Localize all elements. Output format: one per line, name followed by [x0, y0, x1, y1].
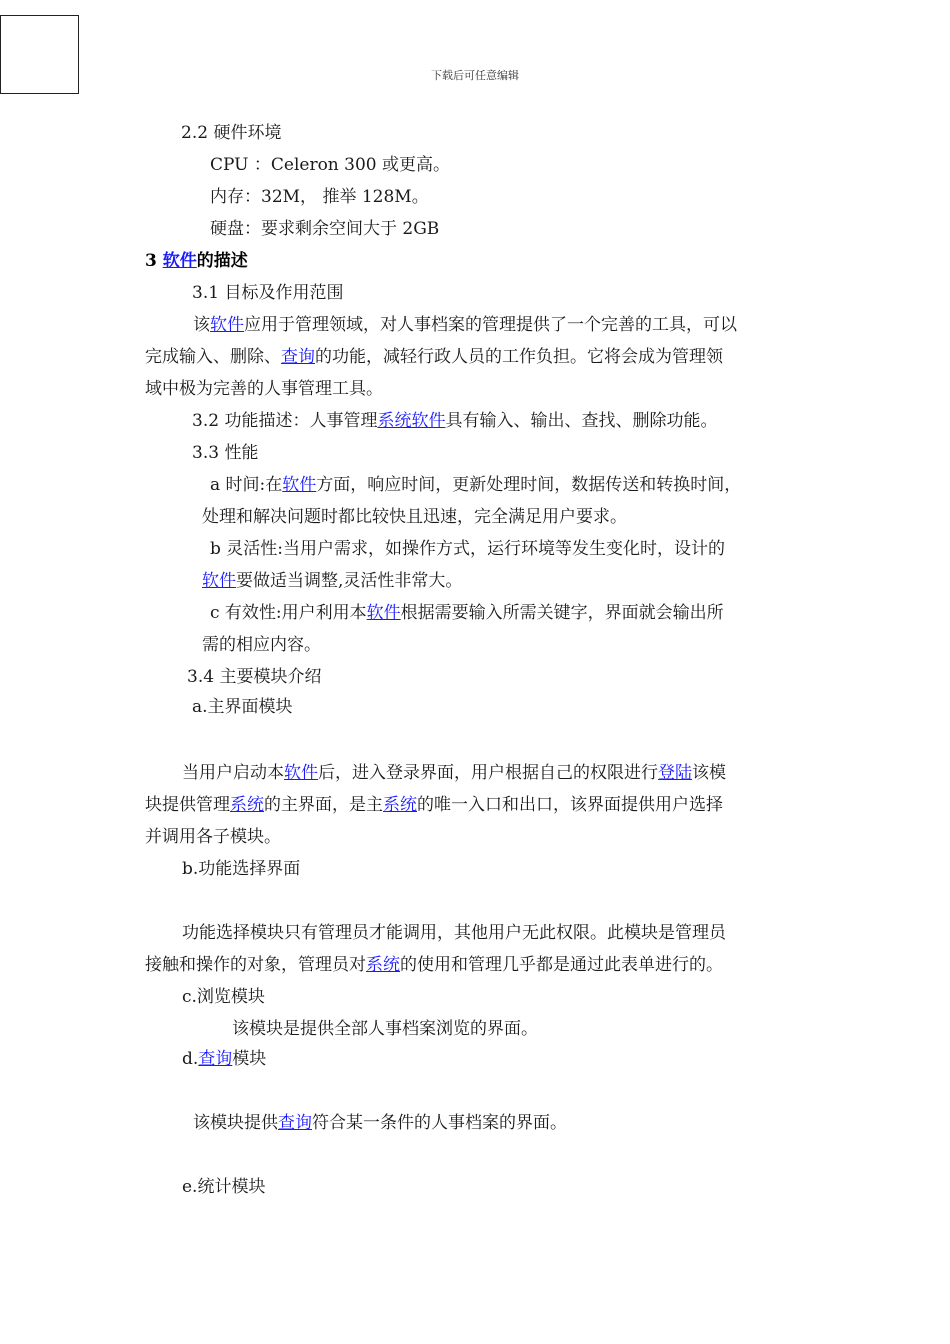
text-span: d.: [182, 1049, 199, 1069]
performance-b-line-2: [202, 570, 462, 592]
query-link[interactable]: 查询: [281, 347, 315, 367]
login-link[interactable]: 登陆: [658, 763, 692, 783]
text-span: 要做适当调整,灵活性非常大。: [236, 571, 463, 591]
section-3-4-heading: 3.4 主要模块介绍: [187, 667, 322, 687]
software-link[interactable]: 软件: [366, 603, 401, 623]
software-link[interactable]: 软件: [284, 763, 318, 783]
module-b-para-line-2: [145, 954, 723, 976]
software-link[interactable]: 软件: [282, 475, 317, 495]
module-c-heading: c.浏览模块: [182, 987, 265, 1007]
text-span: 的功能，减轻行政人员的工作负担。它将会成为管理领: [315, 347, 723, 367]
module-a-para-line-2: [145, 794, 723, 816]
text-span: 该模: [692, 763, 726, 783]
section-3-heading: [145, 250, 248, 272]
text-span: 3.2 功能描述：人事管理: [192, 411, 378, 431]
performance-a-line-2: 处理和解决问题时都比较快且迅速，完全满足用户要求。: [202, 507, 627, 527]
query-link[interactable]: 查询: [278, 1113, 312, 1133]
text-span: 块提供管理: [145, 795, 230, 815]
text-span: 的主界面，是主: [264, 795, 383, 815]
text-span: 当用户启动本: [182, 763, 284, 783]
software-link[interactable]: 软件: [162, 251, 197, 271]
module-a-para-line-3: 并调用各子模块。: [145, 827, 281, 847]
text-span: 该模块提供: [193, 1113, 278, 1133]
hardware-disk: 硬盘：要求剩余空间大于 2GB: [210, 219, 440, 239]
section-3-3-heading: 3.3 性能: [192, 443, 259, 463]
text-span: 具有输入、输出、查找、删除功能。: [445, 411, 718, 431]
section-3-1-para-line-3: 域中极为完善的人事管理工具。: [145, 379, 383, 399]
text-span: 接触和操作的对象，管理员对: [145, 955, 366, 975]
software-link[interactable]: 软件: [210, 315, 244, 335]
text-span: c 有效性:用户利用本: [210, 603, 367, 623]
section-3-1-para-line-1: [193, 314, 737, 336]
query-link[interactable]: 查询: [198, 1049, 233, 1069]
hardware-memory: 内存：32M， 推举 128M。: [210, 187, 429, 207]
header-note: 下载后可任意编辑: [431, 69, 519, 82]
performance-c-line-2: 需的相应内容。: [202, 635, 321, 655]
text-span: 方面，响应时间，更新处理时间，数据传送和转换时间，: [316, 475, 742, 495]
hardware-cpu: CPU ：Celeron 300 或更高。: [210, 155, 451, 175]
section-3-2-line: [192, 410, 717, 432]
section-3-1-heading: 3.1 目标及作用范围: [192, 283, 344, 303]
hardware-heading: 2.2 硬件环境: [181, 123, 282, 143]
text-span: 该: [193, 315, 210, 335]
performance-c-line-1: [210, 602, 724, 624]
text-span: 应用于管理领域，对人事档案的管理提供了一个完善的工具，可以: [244, 315, 737, 335]
text-span: 模块: [232, 1049, 267, 1069]
module-a-para-line-1: [182, 762, 726, 784]
text-span: 根据需要输入所需关键字，界面就会输出所: [400, 603, 724, 623]
section-3-title: 的描述: [196, 251, 248, 271]
system-link[interactable]: 系统: [230, 795, 264, 815]
module-a-heading: a.主界面模块: [192, 697, 293, 717]
section-3-number: 3: [145, 251, 163, 271]
module-b-para-line-1: 功能选择模块只有管理员才能调用，其他用户无此权限。此模块是管理员: [182, 923, 726, 943]
module-d-heading: [182, 1048, 266, 1070]
module-b-heading: b.功能选择界面: [182, 859, 301, 879]
performance-b-line-1: b 灵活性:当用户需求，如操作方式，运行环境等发生变化时，设计的: [210, 539, 726, 559]
software-link[interactable]: 软件: [202, 571, 236, 591]
module-c-para: 该模块是提供全部人事档案浏览的界面。: [232, 1019, 538, 1039]
system-link[interactable]: 系统: [366, 955, 400, 975]
system-link[interactable]: 系统: [383, 795, 417, 815]
text-span: 的使用和管理几乎都是通过此表单进行的。: [400, 955, 723, 975]
text-span: a 时间:在: [210, 475, 283, 495]
module-e-heading: e.统计模块: [182, 1177, 266, 1197]
text-span: 符合某一条件的人事档案的界面。: [312, 1113, 567, 1133]
text-span: 的唯一入口和出口，该界面提供用户选择: [417, 795, 723, 815]
text-span: 完成输入、删除、: [145, 347, 281, 367]
text-span: 后，进入登录界面，用户根据自己的权限进行: [318, 763, 658, 783]
section-3-1-para-line-2: [145, 346, 723, 368]
module-d-para: [193, 1112, 567, 1134]
performance-a-line-1: [210, 474, 741, 496]
system-software-link[interactable]: 系统软件: [377, 411, 446, 431]
